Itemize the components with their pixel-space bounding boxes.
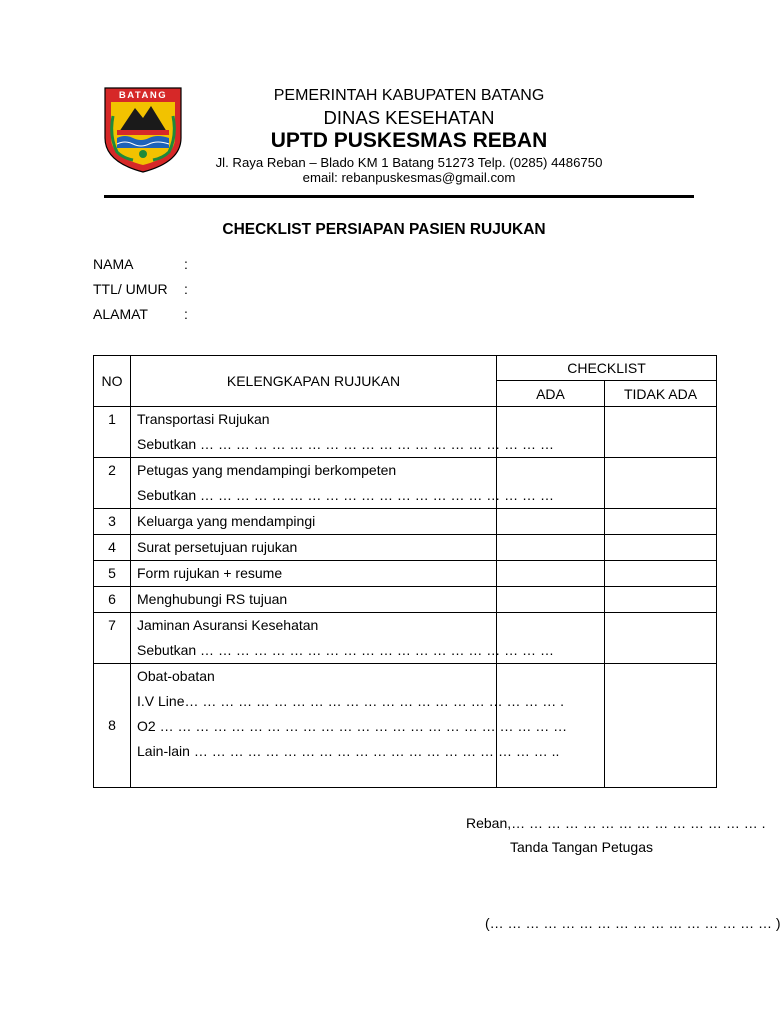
item-label: Jaminan Asuransi Kesehatan — [137, 617, 319, 633]
header-address: Jl. Raya Reban – Blado KM 1 Batang 51273 Telp. (0285) 4486750 — [215, 155, 603, 170]
place-date-line: Reban,… … … … … … … … … … … … … … . — [466, 815, 766, 831]
item-label: Menghubungi RS tujuan — [137, 591, 288, 607]
table-row — [94, 509, 717, 535]
checkbox-tidak-ada[interactable] — [605, 407, 717, 458]
checkbox-ada[interactable] — [497, 587, 605, 613]
checklist-table — [93, 355, 717, 788]
checkbox-tidak-ada[interactable] — [605, 664, 717, 788]
row-item — [131, 664, 568, 788]
row-item — [131, 587, 497, 613]
row-item — [131, 561, 497, 587]
table-row — [94, 613, 717, 664]
item-label: Form rujukan + resume — [137, 565, 283, 581]
row-item — [131, 535, 497, 561]
checkbox-tidak-ada[interactable] — [605, 587, 717, 613]
field-label-alamat: ALAMAT — [93, 306, 148, 322]
item-detail: O2 … … … … … … … … … … … … … … … … … … … … … … … — [137, 718, 568, 734]
field-label-nama: NAMA — [93, 256, 134, 272]
row-number — [94, 664, 131, 788]
row-item — [131, 509, 497, 535]
row-number — [94, 561, 131, 587]
row-number-text: 1 — [108, 411, 116, 427]
signature-label: Tanda Tangan Petugas — [510, 839, 653, 855]
table-row — [94, 458, 717, 509]
row-number-text: 4 — [108, 539, 116, 555]
row-number-text: 2 — [108, 462, 116, 478]
field-colon: : — [184, 256, 188, 272]
item-label: Petugas yang mendampingi berkompeten — [137, 462, 397, 478]
signature-line: (… … … … … … … … … … … … … … … … ) — [485, 915, 781, 931]
document-title: CHECKLIST PERSIAPAN PASIEN RUJUKAN — [222, 221, 546, 238]
checkbox-tidak-ada[interactable] — [605, 458, 717, 509]
header-ada: ADA — [497, 381, 605, 407]
checkbox-ada[interactable] — [497, 561, 605, 587]
item-label: Surat persetujuan rujukan — [137, 539, 298, 555]
item-label: Keluarga yang mendampingi — [137, 513, 316, 529]
item-label: Obat-obatan — [137, 668, 215, 684]
svg-text:BATANG: BATANG — [118, 90, 168, 101]
header-no: NO — [94, 356, 131, 407]
header-email: email: rebanpuskesmas@gmail.com — [302, 170, 516, 185]
item-detail: I.V Line… … … … … … … … … … … … … … … … … … … … … . — [137, 693, 565, 709]
header-institution: UPTD PUSKESMAS REBAN — [270, 129, 548, 152]
row-item — [131, 407, 554, 458]
field-colon: : — [184, 281, 188, 297]
field-label-ttl-umur: TTL/ UMUR — [93, 281, 168, 297]
checkbox-tidak-ada[interactable] — [605, 561, 717, 587]
item-detail: Sebutkan … … … … … … … … … … … … … … … … … … … … — [137, 436, 554, 452]
header-checklist: CHECKLIST — [497, 356, 717, 381]
row-number-text: 6 — [108, 591, 116, 607]
row-number — [94, 613, 131, 664]
row-number-text: 3 — [108, 513, 116, 529]
table-row — [94, 407, 717, 458]
row-number — [94, 458, 131, 509]
header-kelengkapan: KELENGKAPAN RUJUKAN — [131, 356, 497, 407]
row-number — [94, 509, 131, 535]
header-tidak-ada: TIDAK ADA — [605, 381, 717, 407]
table-row — [94, 535, 717, 561]
item-detail: Sebutkan … … … … … … … … … … … … … … … … … … … … — [137, 487, 554, 503]
row-number-text: 5 — [108, 565, 116, 581]
batang-emblem-logo — [103, 86, 183, 174]
field-colon: : — [184, 306, 188, 322]
row-number — [94, 587, 131, 613]
table-row — [94, 664, 717, 788]
item-detail: Sebutkan … … … … … … … … … … … … … … … … … … … … — [137, 642, 554, 658]
row-item — [131, 458, 554, 509]
item-label: Transportasi Rujukan — [137, 411, 270, 427]
row-number-text: 8 — [108, 717, 116, 733]
header-divider — [104, 195, 694, 198]
checkbox-ada[interactable] — [497, 509, 605, 535]
checkbox-ada[interactable] — [497, 535, 605, 561]
item-detail: Lain-lain … … … … … … … … … … … … … … … … … … … … .. — [137, 743, 560, 759]
checkbox-tidak-ada[interactable] — [605, 535, 717, 561]
header-department: DINAS KESEHATAN — [323, 107, 495, 128]
header-government: PEMERINTAH KABUPATEN BATANG — [273, 87, 545, 104]
row-number — [94, 535, 131, 561]
row-number — [94, 407, 131, 458]
row-number-text: 7 — [108, 617, 116, 633]
row-item — [131, 613, 554, 664]
table-row — [94, 587, 717, 613]
checkbox-tidak-ada[interactable] — [605, 613, 717, 664]
checkbox-tidak-ada[interactable] — [605, 509, 717, 535]
table-row — [94, 561, 717, 587]
